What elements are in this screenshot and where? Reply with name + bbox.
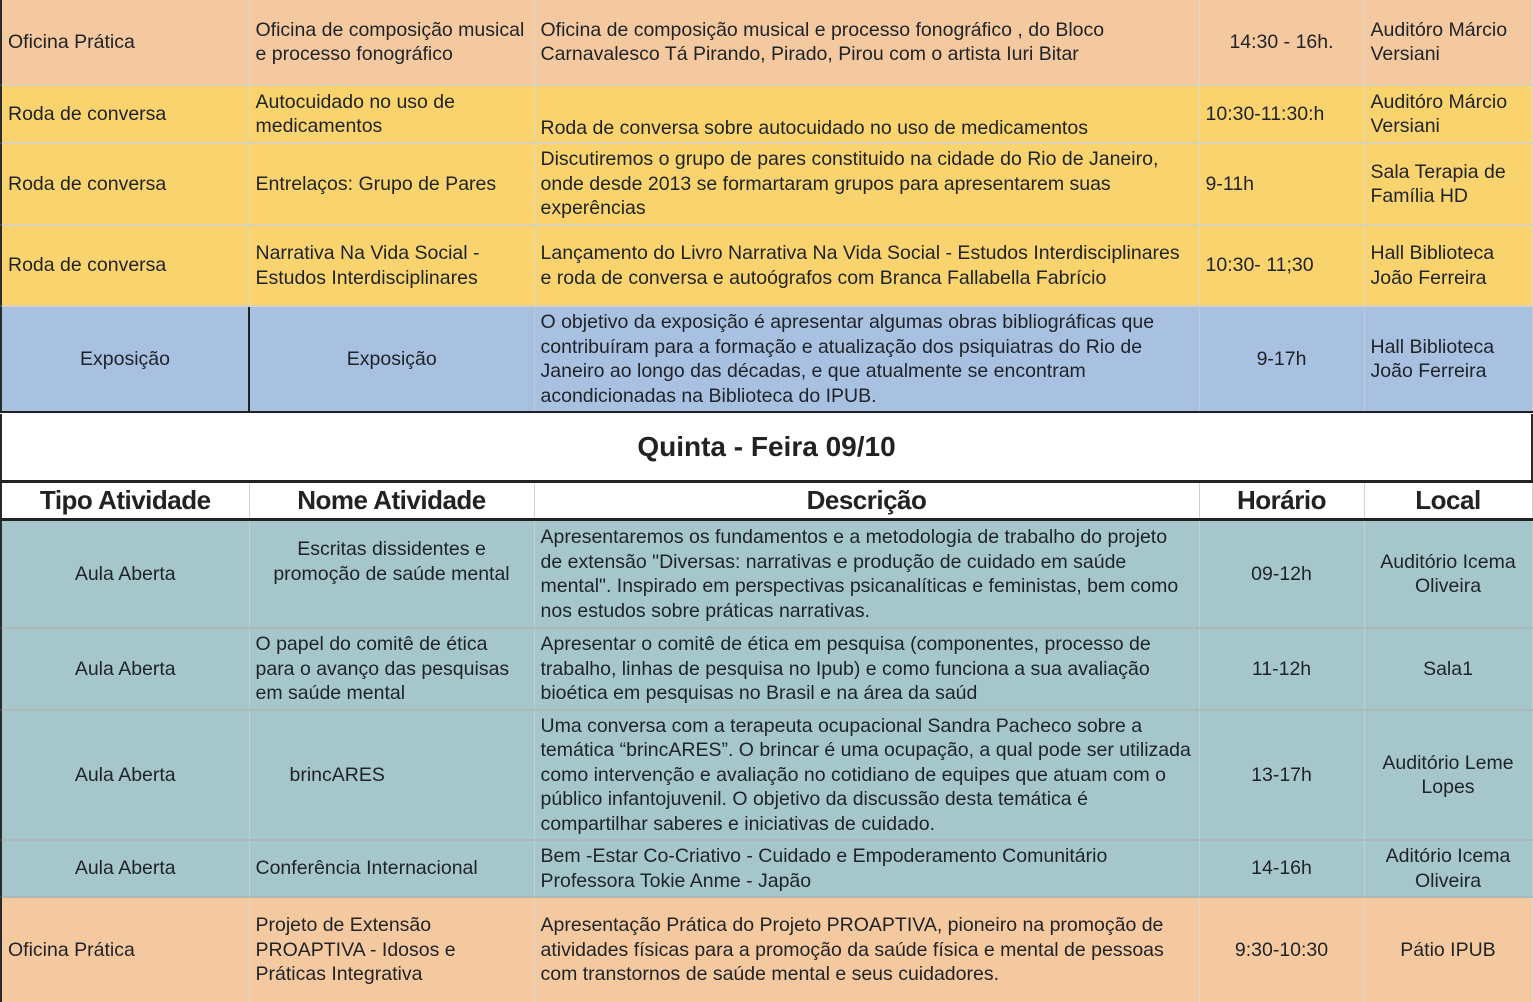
cell-tipo: Roda de conversa [1, 143, 249, 225]
cell-descricao: Lançamento do Livro Narrativa Na Vida Social - Estudos Interdisciplinares e roda de conversa e autoógrafos com Branca Fallabella Fabrício [534, 225, 1199, 306]
cell-local: Aditório Icema Oliveira [1364, 840, 1532, 897]
cell-descricao: Bem -Estar Co-Criativo - Cuidado e Empoderamento Comunitário Professora Tokie Anme - Japão [534, 840, 1199, 897]
cell-nome: Entrelaços: Grupo de Pares [249, 143, 534, 225]
cell-nome: Projeto de Extensão PROAPTIVA - Idosos e Práticas Integrativa [249, 897, 534, 1002]
cell-horario: 10:30-11:30:h [1199, 85, 1364, 143]
cell-tipo: Exposição [1, 306, 249, 412]
cell-descricao: Uma conversa com a terapeuta ocupacional Sandra Pacheco sobre a temática “brincARES”. O brincar é uma ocupação, a qual pode ser utilizada como intervenção e avaliação no cotidiano de equipes que atuam com o público infantojuvenil. O objetivo da discussão desta temática é compartilhar saberes e iniciativas de cuidado. [534, 710, 1199, 840]
cell-nome: Conferência Internacional [249, 840, 534, 897]
cell-tipo: Roda de conversa [1, 225, 249, 306]
cell-descricao: Roda de conversa sobre autocuidado no uso de medicamentos [534, 85, 1199, 143]
column-header-horario: Horário [1199, 483, 1364, 520]
table-row [1, 840, 1532, 897]
cell-local: Auditóro Márcio Versiani [1364, 0, 1532, 85]
cell-nome: Narrativa Na Vida Social - Estudos Interdisciplinares [249, 225, 534, 306]
cell-horario: 9-17h [1199, 306, 1364, 412]
cell-horario: 9:30-10:30 [1199, 897, 1364, 1002]
cell-nome: Escritas dissidentes e promoção de saúde mental [249, 521, 534, 628]
column-header-row [0, 483, 1533, 521]
cell-descricao: Apresentação Prática do Projeto PROAPTIVA, pioneiro na promoção de atividades físicas para a promoção da saúde física e mental de pessoas com transtornos de saúde mental e seus cuidadores. [534, 897, 1199, 1002]
schedule-table-previous-day [0, 0, 1533, 413]
cell-nome: Exposição [249, 306, 534, 412]
cell-tipo: Aula Aberta [1, 710, 249, 840]
cell-descricao: Discutiremos o grupo de pares constituido na cidade do Rio de Janeiro, onde desde 2013 se formartaram grupos para apresentarem suas experências [534, 143, 1199, 225]
column-header-local: Local [1364, 483, 1532, 520]
table-row [1, 710, 1532, 840]
day-heading: Quinta - Feira 09/10 [0, 414, 1533, 483]
cell-horario: 09-12h [1199, 521, 1364, 628]
cell-local: Pátio IPUB [1364, 897, 1532, 1002]
table-row [1, 306, 1532, 412]
cell-horario: 11-12h [1199, 628, 1364, 710]
cell-horario: 14-16h [1199, 840, 1364, 897]
cell-tipo: Aula Aberta [1, 840, 249, 897]
table-row [1, 225, 1532, 306]
cell-local: Hall Biblioteca João Ferreira [1364, 306, 1532, 412]
cell-tipo: Roda de conversa [1, 85, 249, 143]
cell-tipo: Oficina Prática [1, 897, 249, 1002]
table-row [1, 85, 1532, 143]
column-header-nome: Nome Atividade [249, 483, 534, 520]
cell-horario: 13-17h [1199, 710, 1364, 840]
cell-nome: O papel do comitê de ética para o avanço das pesquisas em saúde mental [249, 628, 534, 710]
column-header-tipo: Tipo Atividade [1, 483, 249, 520]
cell-horario: 9-11h [1199, 143, 1364, 225]
cell-nome: Autocuidado no uso de medicamentos [249, 85, 534, 143]
table-row [1, 143, 1532, 225]
cell-tipo: Aula Aberta [1, 521, 249, 628]
cell-descricao: Oficina de composição musical e processo fonográfico , do Bloco Carnavalesco Tá Pirando, Pirado, Pirou com o artista Iuri Bitar [534, 0, 1199, 85]
cell-local: Auditório Leme Lopes [1364, 710, 1532, 840]
cell-nome: brincARES [249, 710, 534, 840]
cell-local: Auditório Icema Oliveira [1364, 521, 1532, 628]
cell-tipo: Oficina Prática [1, 0, 249, 85]
cell-descricao: Apresentaremos os fundamentos e a metodologia de trabalho do projeto de extensão "Diversas: narrativas e produção de cuidado em saúde mental". Inspirado em perspectivas psicanalíticas e feministas, bem como nos estudos sobre práticas narrativas. [534, 521, 1199, 628]
cell-local: Sala1 [1364, 628, 1532, 710]
cell-descricao: O objetivo da exposição é apresentar algumas obras bibliográficas que contribuíram para a formação e atualização dos psiquiatras do Rio de Janeiro ao longo das décadas, e que atualmente se encontram acondicionadas na Biblioteca do IPUB. [534, 306, 1199, 412]
column-header-descricao: Descrição [534, 483, 1199, 520]
cell-tipo: Aula Aberta [1, 628, 249, 710]
table-row [1, 628, 1532, 710]
cell-horario: 14:30 - 16h. [1199, 0, 1364, 85]
table-row [1, 521, 1532, 628]
cell-horario: 10:30- 11;30 [1199, 225, 1364, 306]
cell-local: Auditóro Márcio Versiani [1364, 85, 1532, 143]
cell-local: Hall Biblioteca João Ferreira [1364, 225, 1532, 306]
cell-descricao: Apresentar o comitê de ética em pesquisa (componentes, processo de trabalho, linhas de pesquisa no Ipub) e como funciona a sua avaliação bioética em pesquisas no Brasil e na área da saúd [534, 628, 1199, 710]
table-row [1, 0, 1532, 85]
cell-local: Sala Terapia de Família HD [1364, 143, 1532, 225]
cell-nome: Oficina de composição musical e processo fonográfico [249, 0, 534, 85]
table-row [1, 897, 1532, 1002]
schedule-table-quinta [0, 521, 1533, 1002]
